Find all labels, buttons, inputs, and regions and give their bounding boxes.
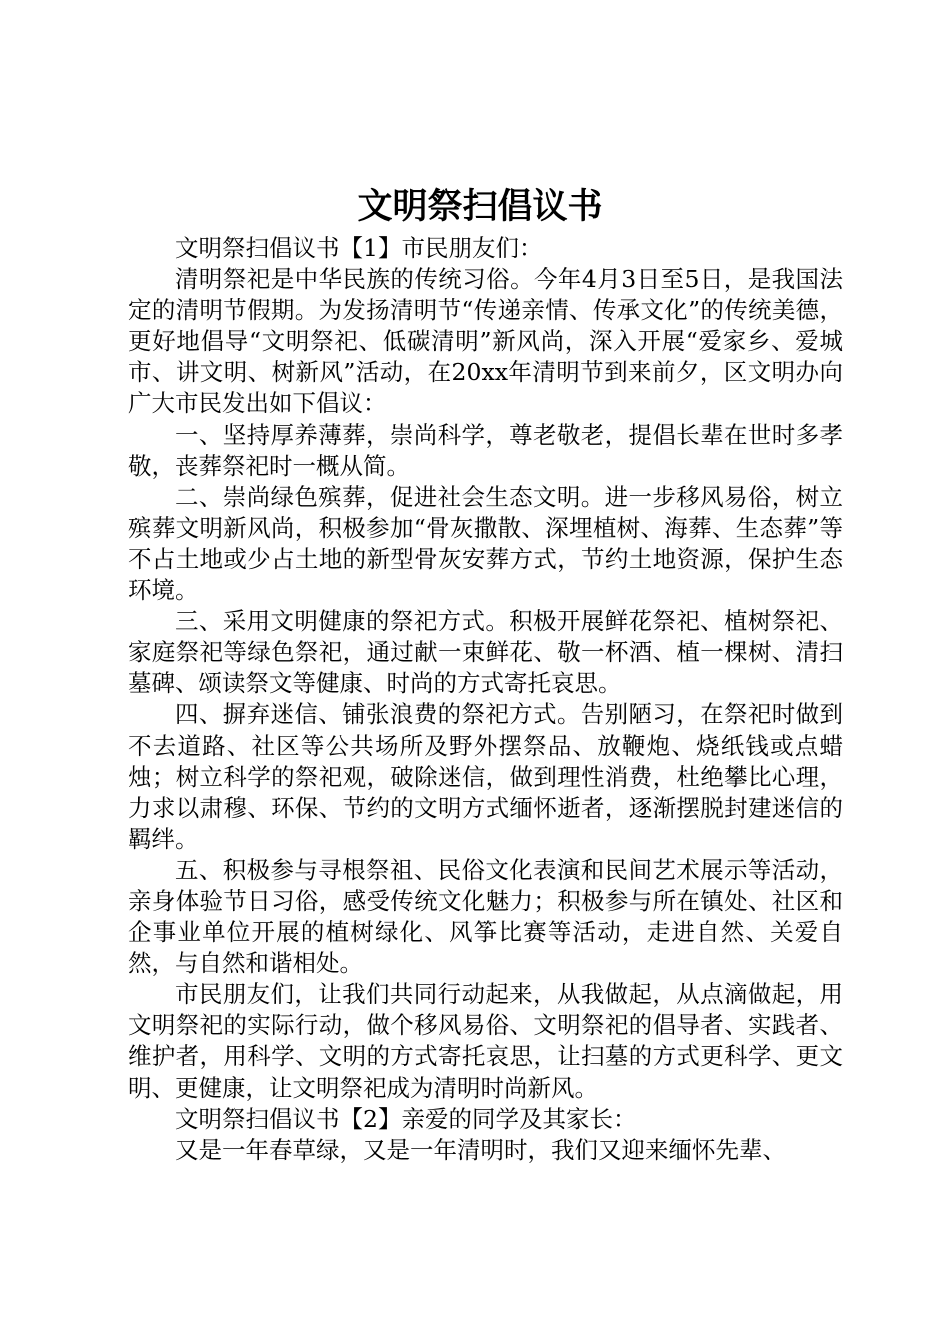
- proposal-item-1: 一、坚持厚养薄葬，崇尚科学，尊老敬老，提倡长辈在世时多孝敬，丧葬祭祀时一概从简。: [128, 420, 843, 480]
- intro-paragraph: 清明祭祀是中华民族的传统习俗。今年4月3日至5日，是我国法定的清明节假期。为发扬清明节“传递亲情、传承文化”的传统美德，更好地倡导“文明祭祀、低碳清明”新风尚，深入开展“爱家乡、爱城市、讲文明、树新风”活动，在20xx年清明节到来前夕，区文明办向广大市民发出如下倡议：: [128, 265, 843, 418]
- section-2-heading: 文明祭扫倡议书【2】亲爱的同学及其家长：: [175, 1104, 637, 1133]
- section-2-paragraph: 又是一年春草绿，又是一年清明时，我们又迎来缅怀先辈、: [175, 1135, 786, 1164]
- proposal-item-5: 五、积极参与寻根祭祖、民俗文化表演和民间艺术展示等活动，亲身体验节日习俗，感受传统文化魅力；积极参与所在镇处、社区和企事业单位开展的植树绿化、风筝比赛等活动，走进自然、关爱自然，与自然和谐相处。: [128, 855, 843, 978]
- proposal-item-3: 三、采用文明健康的祭祀方式。积极开展鲜花祭祀、植树祭祀、家庭祭祀等绿色祭祀，通过献一束鲜花、敬一杯酒、植一棵树、清扫墓碑、颂读祭文等健康、时尚的方式寄托哀思。: [128, 607, 843, 698]
- closing-paragraph: 市民朋友们，让我们共同行动起来，从我做起，从点滴做起，用文明祭祀的实际行动，做个移风易俗、文明祭祀的倡导者、实践者、维护者，用科学、文明的方式寄托哀思，让扫墓的方式更科学、更文明、更健康，让文明祭祀成为清明时尚新风。: [128, 980, 843, 1102]
- document-body: [128, 233, 843, 1166]
- section-1-heading: 文明祭扫倡议书【1】市民朋友们：: [175, 234, 543, 262]
- proposal-item-4: 四、摒弃迷信、铺张浪费的祭祀方式。告别陋习，在祭祀时做到不去道路、社区等公共场所及野外摆祭品、放鞭炮、烧纸钱或点蜡烛；树立科学的祭祀观，破除迷信，做到理性消费，杜绝攀比心理，力求以肃穆、环保、节约的文明方式缅怀逝者，逐渐摆脱封建迷信的羁绊。: [128, 700, 843, 853]
- document-title: 文明祭扫倡议书: [357, 187, 603, 227]
- proposal-item-2: 二、崇尚绿色殡葬，促进社会生态文明。进一步移风易俗，树立殡葬文明新风尚，积极参加“骨灰撒散、深埋植树、海葬、生态葬”等不占土地或少占土地的新型骨灰安葬方式，节约土地资源，保护生态环境。: [128, 482, 843, 605]
